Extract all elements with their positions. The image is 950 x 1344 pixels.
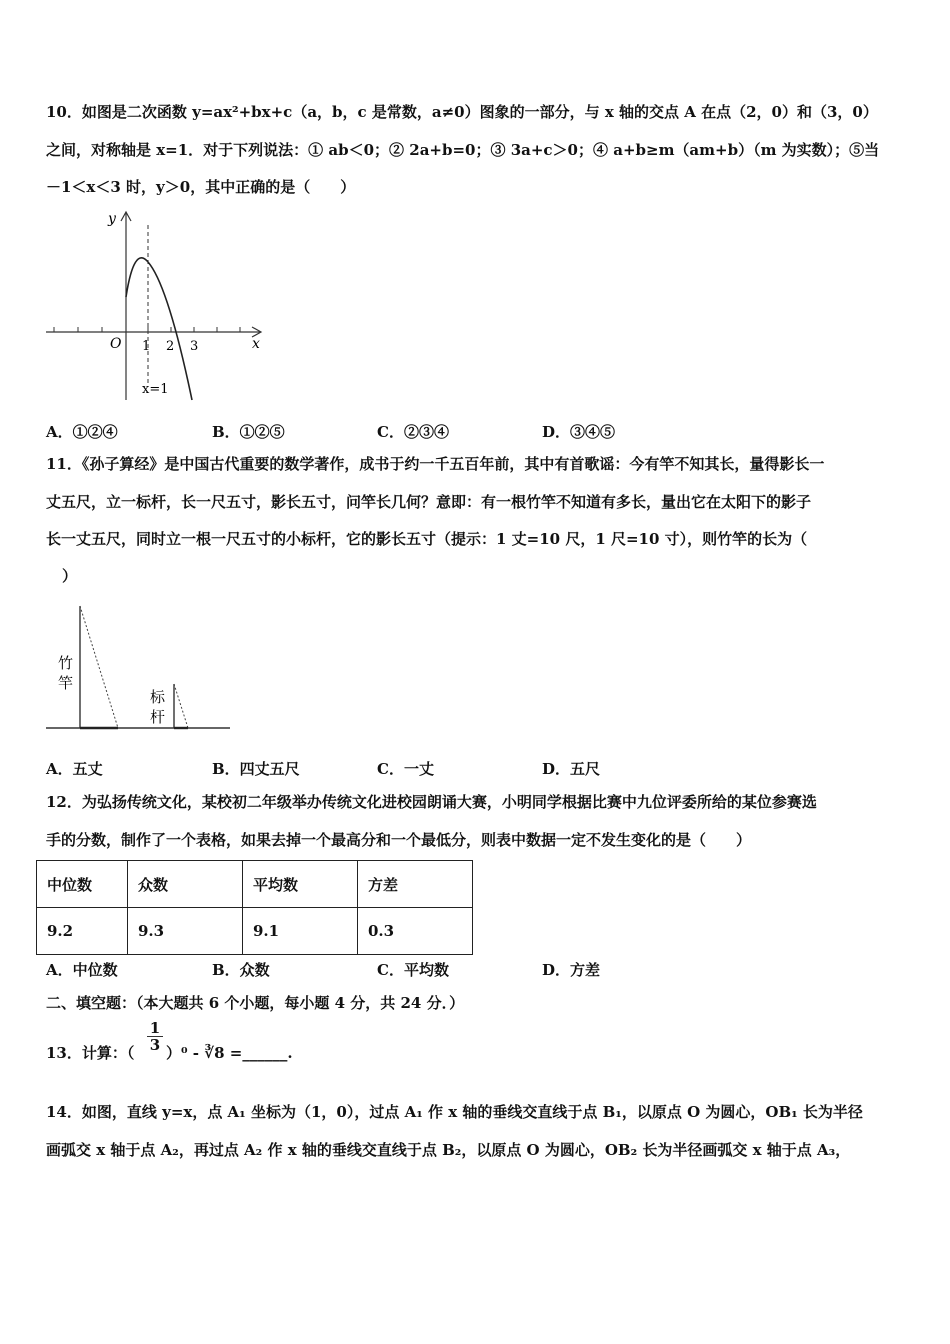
- tick-label-1: 1: [142, 339, 151, 354]
- q12-line-1: 12．为弘扬传统文化，某校初二年级举办传统文化进校园朗诵大赛，小明同学根据比赛中九位评委所给的某位参赛选: [46, 793, 817, 811]
- value-mean: 9.1: [243, 908, 358, 955]
- q13-suffix: ）⁰ - ∛8 =______.: [166, 1044, 293, 1062]
- section-2-title: 二、填空题：（本大题共 6 个小题，每小题 4 分，共 24 分．）: [46, 994, 465, 1012]
- marker-label-1: 标: [150, 688, 166, 706]
- value-mode: 9.3: [128, 908, 243, 955]
- q11-choice-a[interactable]: A．五丈: [46, 760, 103, 778]
- q13-fraction-denominator: 3: [149, 1036, 161, 1054]
- table-value-row: [37, 908, 473, 955]
- tick-label-3: 3: [190, 339, 199, 354]
- q12-choice-c[interactable]: C．平均数: [377, 961, 449, 979]
- q12-stats-table: [36, 860, 473, 955]
- q11-shadow-figure: [40, 600, 240, 735]
- x-axis-label: x: [252, 336, 260, 352]
- q10-choice-b[interactable]: B．①②⑤: [212, 423, 285, 441]
- q12-choices: [46, 959, 746, 979]
- q10-choice-a[interactable]: A．①②④: [46, 423, 118, 441]
- q11-line-2: 丈五尺，立一标杆，长一尺五寸，影长五寸，问竿长几何？意即：有一根竹竿不知道有多长，量出它在太阳下的影子: [46, 493, 812, 511]
- q10-line-2: 之间，对称轴是 x=1．对于下列说法：① ab＜0；② 2a+b=0；③ 3a+c＞0；④ a+b≥m（am+b）（m 为实数）；⑤当: [46, 141, 880, 159]
- q10-line-1: 10．如图是二次函数 y=ax²+bx+c（a，b，c 是常数，a≠0）图象的一部分，与 x 轴的交点 A 在点（2，0）和（3，0）: [46, 103, 878, 121]
- q12-choice-b[interactable]: B．众数: [212, 961, 270, 979]
- bamboo-sun-ray: [80, 606, 118, 728]
- q13-fraction-numerator: 1: [149, 1019, 161, 1037]
- q14-line-1: 14．如图，直线 y=x，点 A₁ 坐标为（1，0），过点 A₁ 作 x 轴的垂线交直线于点 B₁，以原点 O 为圆心，OB₁ 长为半径: [46, 1103, 863, 1121]
- table-header-row: [37, 861, 473, 908]
- q13-prefix: 13．计算：（: [46, 1044, 135, 1062]
- q11-line-4: ）: [62, 567, 78, 585]
- q11-line-1: 11．《孙子算经》是中国古代重要的数学著作，成书于约一千五百年前，其中有首歌谣：今有竿不知其长，量得影长一: [46, 455, 825, 473]
- header-variance: 方差: [358, 861, 473, 908]
- q10-line-3: －1＜x＜3 时，y＞0，其中正确的是（ ）: [46, 178, 356, 196]
- header-median: 中位数: [37, 861, 128, 908]
- q14-line-2: 画弧交 x 轴于点 A₂，再过点 A₂ 作 x 轴的垂线交直线于点 B₂，以原点 O 为圆心，OB₂ 长为半径画弧交 x 轴于点 A₃，: [46, 1141, 851, 1159]
- marker-label-2: 杆: [150, 708, 166, 726]
- value-median: 9.2: [37, 908, 128, 955]
- q11-choice-d[interactable]: D．五尺: [542, 760, 601, 778]
- header-mean: 平均数: [243, 861, 358, 908]
- marker-sun-ray: [174, 684, 188, 728]
- q10-choice-c[interactable]: C．②③④: [377, 423, 449, 441]
- origin-label: O: [110, 336, 122, 352]
- bamboo-label-1: 竹: [58, 654, 74, 672]
- x-axis-ticks: [54, 327, 240, 332]
- value-variance: 0.3: [358, 908, 473, 955]
- parabola-curve: [126, 258, 192, 400]
- q11-choice-c[interactable]: C．一丈: [377, 760, 434, 778]
- q10-parabola-graph: [40, 205, 270, 405]
- q11-choice-b[interactable]: B．四丈五尺: [212, 760, 300, 778]
- q12-choice-d[interactable]: D．方差: [542, 961, 601, 979]
- q11-choices: [46, 758, 746, 778]
- q11-line-3: 长一丈五尺，同时立一根一尺五寸的小标杆，它的影长五寸（提示：1 丈=10 尺，1 尺=10 寸），则竹竿的长为（: [46, 530, 808, 548]
- tick-label-2: 2: [166, 339, 175, 354]
- header-mode: 众数: [128, 861, 243, 908]
- q12-choice-a[interactable]: A．中位数: [46, 961, 118, 979]
- q12-line-2: 手的分数，制作了一个表格，如果去掉一个最高分和一个最低分，则表中数据一定不发生变化的是（ ）: [46, 831, 752, 849]
- q10-choice-d[interactable]: D．③④⑤: [542, 423, 616, 441]
- q10-choices: [46, 421, 746, 441]
- bamboo-label-2: 竿: [58, 674, 74, 692]
- q13-fraction: [147, 1020, 163, 1053]
- symmetry-axis-label: x=1: [142, 382, 169, 397]
- y-axis-label: y: [108, 211, 116, 227]
